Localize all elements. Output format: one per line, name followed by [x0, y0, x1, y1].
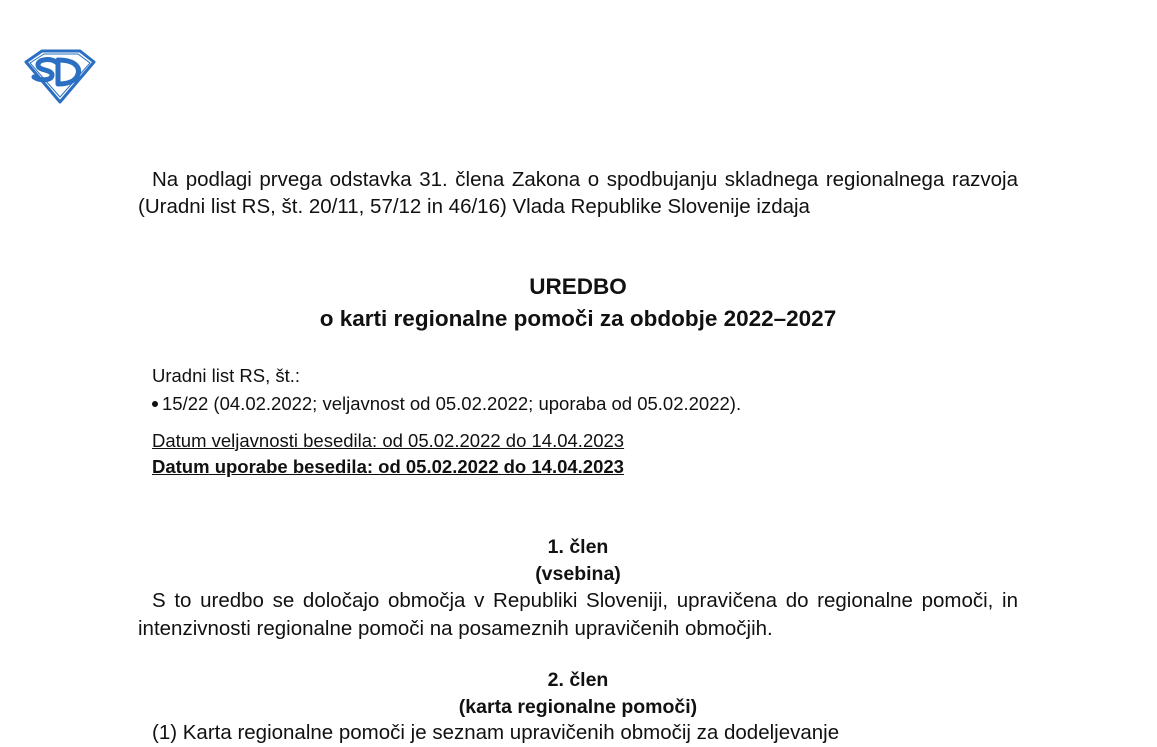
application-date: Datum uporabe besedila: od 05.02.2022 do 14.04.2023 — [152, 456, 624, 477]
article-2-subtitle: (karta regionalne pomoči) — [458, 696, 698, 718]
document-subtitle: o karti regionalne pomoči za obdobje 2022–2027 — [319, 306, 837, 331]
article-2-number: 2. člen — [547, 669, 609, 691]
publication-label: Uradni list RS, št.: — [152, 365, 301, 386]
sd-logo-icon — [22, 48, 96, 104]
validity-date: Datum veljavnosti besedila: od 05.02.2022 do 14.04.2023 — [152, 430, 625, 451]
document-title: UREDBO — [529, 274, 627, 299]
article-2-text: (1) Karta regionalne pomoči je seznam upravičenih območij za dodeljevanje — [152, 721, 840, 744]
publication-entry-text: 15/22 (04.02.2022; veljavnost od 05.02.2022; uporaba od 05.02.2022). — [162, 393, 742, 414]
article-1-number: 1. člen — [547, 536, 609, 558]
publication-entry — [152, 391, 741, 416]
bullet-icon — [152, 401, 158, 407]
article-1-text: S to uredbo se določajo območja v Republiki Sloveniji, upravičena do regionalne pomoči, in intenzivnosti regionalne pomoči na posameznih upravičenih območjih. — [138, 589, 1018, 640]
intro-paragraph: Na podlagi prvega odstavka 31. člena Zakona o spodbujanju skladnega regionalnega razvoja (Uradni list RS, št. 20/11, 57/12 in 46/16) Vlada Republike Slovenije izdaja — [138, 168, 1018, 218]
article-1-subtitle: (vsebina) — [535, 563, 621, 585]
